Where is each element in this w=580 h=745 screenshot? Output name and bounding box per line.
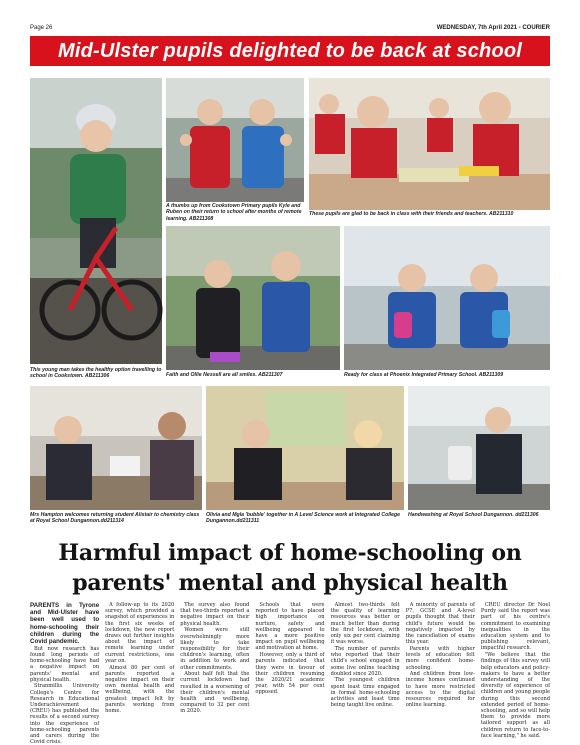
caption-5: Ready for class at Phoenix Integrated Primary School. AB211309: [344, 372, 504, 378]
article-paragraph: The number of parents who reported that their child's school engaged in some live online teaching doubled since 2020.: [330, 645, 400, 677]
photo-chemistry-class: [30, 386, 202, 510]
article-paragraph: CREU director Dr Noel Purdy said the report was part of his centre's commitment to examining inequalities in the education system and to publishing relevant, impactful research.: [480, 602, 550, 652]
banner-title: Mid-Ulster pupils delighted to be back at school: [30, 36, 550, 66]
article-column-3: [180, 602, 249, 730]
article-paragraph: Almost two-thirds felt the quality of learning resources was better or much better than during the first lockdown, with only six per cent claiming it was worse.: [330, 602, 400, 646]
page-header: [30, 22, 550, 34]
article-paragraph: "We believe that the findings of this survey will help educators and policy-makers to have a better understanding of the diversity of experience of children and young people during this second extended period of home-schooling, and so will help them to provide more tailored support as all children return to face-to-face learning," he said.: [480, 652, 550, 739]
article-paragraph: About half felt that the current lockdown had resulted in a worsening of their children's mental health and wellbeing, compared to 32 per cent in 2020.: [180, 671, 250, 715]
article-paragraph: Parents with higher levels of education felt more confident home-schooling.: [405, 645, 475, 671]
photo-phoenix-integrated: [344, 226, 550, 370]
article-body: [30, 602, 550, 745]
caption-1: This young man takes the healthy option travelling to school in Cookstown. AB211306: [30, 367, 162, 380]
page-number: Page 26: [30, 25, 53, 31]
article-paragraph: But now research has found long periods of home-schooling have had a negative impact on parents' mental and physical health.: [30, 645, 100, 683]
article-lead: PARENTS in Tyrone and Mid-Ulster have been well used to home-schooling their children during the Covid pandemic.: [30, 602, 100, 646]
caption-7: Olivia and Mgla 'bubble' together in A Level Science work at Integrated College Dungannon.dd211311: [206, 512, 401, 525]
article-column-2: [105, 602, 174, 730]
photo-boy-cycling: [30, 78, 162, 364]
article-paragraph: Stranmillis University College's Centre for Research in Educational Underachievement (CREU) has published the results of a second survey into the experience of home-schooling parents and carers during the Covid crisis.: [30, 683, 100, 745]
photo-faith-and-ollie: [166, 226, 340, 370]
article-column-6: [406, 602, 475, 730]
article-column-5: [331, 602, 400, 730]
article-paragraph: However, only a third of parents indicated that they were in favour of their children resuming the 2020/21 academic year, with 54 per cent opposed.: [255, 652, 325, 696]
article-paragraph: Schools that were reported to have placed high importance on nurture, safety and wellbeing appeared to have a more positive impact on pupil wellbeing and motivation at home.: [255, 602, 325, 652]
photo-handwashing: [408, 386, 550, 510]
photo-a-level-science: [206, 386, 404, 510]
article-paragraph: A follow-up to its 2020 survey, which provided a snapshot of experiences in the first six weeks of lockdown, the new report draws out further insights about the impact of remote learning under current restrictions, one year on.: [105, 602, 175, 664]
article-paragraph: And children from low-income homes continued to have more restricted access to the digital resources required for online learning.: [405, 671, 475, 709]
photo-thumbs-up: [166, 78, 304, 202]
article-paragraph: A minority of parents of P7, GCSE and A-level pupils thought that their child's future would be negatively impacted by the cancellation of exams this year.: [405, 602, 475, 646]
article-paragraph: The survey also found that two-thirds reported a negative impact on their physical health.: [180, 602, 250, 627]
article-paragraph: Women were still overwhelmingly more likely to take responsibility for their children's learning, often in addition to work and other commitments.: [180, 627, 250, 671]
dateline: WEDNESDAY, 7th April 2021 - COURIER: [436, 25, 550, 31]
photo-pupils-in-class: [309, 78, 550, 210]
caption-6: Mrs Hampton welcomes returning student Alistair to chemistry class at Royal School Dungannon.dd211314: [30, 512, 200, 525]
article-headline: Harmful impact of home-schooling on parents' mental and physical health: [58, 540, 522, 596]
article-paragraph: The youngest children spent least time engaged in formal home-schooling activities and least time being taught live online.: [330, 677, 400, 709]
article-column-1: [30, 602, 100, 745]
article-column-7: [480, 602, 550, 739]
caption-2: A thumbs up from Cookstown Primary pupils Kyle and Ruben on their return to school after months of remote learning. AB211308: [166, 203, 302, 222]
caption-3: These pupils are glad to be back in class with their friends and teachers. AB211310: [309, 211, 514, 217]
caption-8: Handwashing at Royal School Dungannon. dd211306: [408, 512, 539, 518]
article-column-4: [255, 602, 324, 730]
caption-4: Faith and Ollie Nessell are all smiles. AB211307: [166, 372, 283, 378]
article-paragraph: Almost 80 per cent of parents reported a negative impact on their own mental health and wellbeing, with the greatest impact felt by parents working from home.: [105, 664, 175, 714]
